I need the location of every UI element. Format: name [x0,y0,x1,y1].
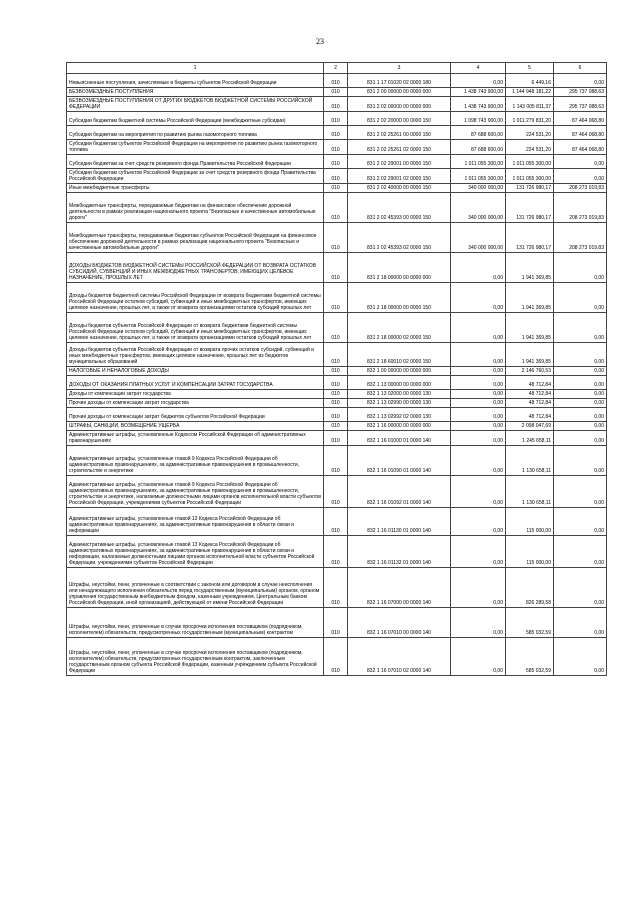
cell-code: 010 [324,608,348,638]
cell-c5: 224 531,20 [506,140,554,155]
cell-kbk: 832 1 16 07010 00 0000 140 [348,608,451,638]
table-row [67,638,607,676]
cell-c6: 0,00 [554,283,607,313]
cell-c5: 131 726 980,17 [506,193,554,223]
cell-name: ДОХОДЫ ОТ ОКАЗАНИЯ ПЛАТНЫХ УСЛУГ И КОМПЕНСАЦИИ ЗАТРАТ ГОСУДАРСТВА [67,376,324,390]
cell-c5: 115 000,00 [506,536,554,568]
cell-c4: 0,00 [451,74,506,88]
table-row [67,97,607,112]
cell-kbk: 832 1 16 01092 01 0000 140 [348,476,451,508]
cell-c4: 0,00 [451,376,506,390]
cell-c4: 0,00 [451,390,506,399]
table-row [67,431,607,446]
cell-c5: 2 098 047,69 [506,422,554,431]
cell-c4: 0,00 [451,343,506,367]
cell-c5: 1 941 369,85 [506,283,554,313]
cell-name: ШТРАФЫ, САНКЦИИ, ВОЗМЕЩЕНИЕ УЩЕРБА [67,422,324,431]
cell-c6: 0,00 [554,376,607,390]
cell-name: БЕЗВОЗМЕЗДНЫЕ ПОСТУПЛЕНИЯ ОТ ДРУГИХ БЮДЖЕТОВ БЮДЖЕТНОЙ СИСТЕМЫ РОССИЙСКОЙ ФЕДЕРАЦИИ [67,97,324,112]
cell-code: 010 [324,422,348,431]
cell-c6: 208 273 019,83 [554,184,607,193]
cell-kbk: 831 2 02 25261 00 0000 150 [348,126,451,140]
cell-code: 010 [324,390,348,399]
cell-kbk: 832 1 13 02990 00 0000 130 [348,399,451,408]
cell-c5: 131 726 980,17 [506,184,554,193]
cell-c5: 1 941 369,85 [506,253,554,283]
cell-kbk: 831 2 00 00000 00 0000 000 [348,88,451,97]
cell-c6: 87 464 068,80 [554,112,607,126]
cell-c5: 131 726 980,17 [506,223,554,253]
cell-c4: 1 438 743 900,00 [451,88,506,97]
table-row [67,476,607,508]
cell-name: НАЛОГОВЫЕ И НЕНАЛОГОВЫЕ ДОХОДЫ [67,367,324,376]
cell-kbk: 832 1 16 01132 01 0000 140 [348,536,451,568]
cell-c5: 1 941 369,85 [506,343,554,367]
cell-name: Штрафы, неустойки, пени, уплаченные в случае просрочки исполнения поставщиком (подрядчиком, исполнителем) обязательств, предусмотренных государственным (муниципальным) контрактом [67,608,324,638]
cell-code: 010 [324,367,348,376]
cell-name: Субсидии бюджетам бюджетной системы Российской Федерации (межбюджетные субсидии) [67,112,324,126]
cell-code: 010 [324,343,348,367]
table-row [67,390,607,399]
header-row [67,63,607,74]
cell-c4: 0,00 [451,408,506,422]
header-cell: 4 [451,63,506,74]
cell-c5: 585 032,59 [506,608,554,638]
cell-name: Доходы бюджетов субъектов Российской Федерации от возврата бюджетами бюджетной системы Российской Федерации остатков субсидий, субвенций и иных межбюджетных трансфертов, имеющих целевое назначение, прошлых лет, а также от возврата организациями остатков субсидий прошлых лет [67,313,324,343]
header-cell: 1 [67,63,324,74]
header-cell: 3 [348,63,451,74]
cell-code: 010 [324,446,348,476]
cell-c5: 1 245 658,11 [506,431,554,446]
cell-code: 010 [324,193,348,223]
cell-c5: 115 000,00 [506,508,554,536]
cell-name: Административные штрафы, установленные главой 9 Кодекса Российской Федерации об административных правонарушениях, за административные правонарушения в промышленности, строительстве и энергетике, налагаемые должностными лицами органов исполнительной власти субъектов Российской Федерации, учреждениями субъектов Российской Федерации [67,476,324,508]
table-row [67,367,607,376]
cell-c6: 0,00 [554,508,607,536]
cell-kbk: 832 1 16 01090 01 0000 140 [348,446,451,476]
cell-c6: 0,00 [554,74,607,88]
cell-kbk: 831 2 02 20000 00 0000 150 [348,112,451,126]
cell-code: 010 [324,253,348,283]
cell-c6: 0,00 [554,155,607,169]
cell-c4: 0,00 [451,476,506,508]
cell-c6: 0,00 [554,390,607,399]
cell-c6: 0,00 [554,169,607,184]
cell-c4: 87 688 600,00 [451,126,506,140]
cell-kbk: 832 1 13 00000 00 0000 000 [348,376,451,390]
cell-code: 010 [324,169,348,184]
cell-kbk: 832 1 13 02992 02 0000 130 [348,408,451,422]
table-row [67,313,607,343]
cell-c6: 0,00 [554,399,607,408]
table-row [67,376,607,390]
table-row [67,193,607,223]
cell-c6: 295 737 088,63 [554,97,607,112]
cell-c5: 48 712,84 [506,408,554,422]
cell-name: Штрафы, неустойки, пени, уплаченные в соответствии с законом или договором в случае неисполнения или ненадлежащего исполнения обязательств перед государственным (муниципальным) органом, органом управления государственным внебюджетным фондом, казенным учреждением, Центральным банком Российской Федерации, иной организацией, действующей от имени Российской Федерации [67,568,324,608]
cell-c5: 6 449,16 [506,74,554,88]
cell-name: Субсидии бюджетам субъектов Российской Федерации на мероприятия по развитию рынка газомоторного топлива [67,140,324,155]
cell-kbk: 831 2 02 00000 00 0000 000 [348,97,451,112]
cell-c6: 0,00 [554,408,607,422]
cell-c5: 1 143 005 811,37 [506,97,554,112]
cell-code: 010 [324,536,348,568]
cell-kbk: 832 1 00 00000 00 0000 000 [348,367,451,376]
cell-c5: 2 146 760,53 [506,367,554,376]
cell-c5: 1 144 948 181,22 [506,88,554,97]
cell-c6: 0,00 [554,608,607,638]
cell-kbk: 832 1 16 00000 00 0000 000 [348,422,451,431]
cell-kbk: 831 1 17 01020 02 0000 180 [348,74,451,88]
cell-code: 010 [324,399,348,408]
cell-kbk: 831 2 02 45393 00 0000 150 [348,193,451,223]
cell-code: 010 [324,283,348,313]
cell-c6: 0,00 [554,422,607,431]
cell-c4: 0,00 [451,431,506,446]
cell-name: Административные штрафы, установленные Кодексом Российской Федерации об административных правонарушениях [67,431,324,446]
cell-c4: 0,00 [451,399,506,408]
cell-kbk: 832 1 16 07010 02 0000 140 [348,638,451,676]
table-row [67,88,607,97]
cell-kbk: 832 1 16 07000 00 0000 140 [348,568,451,608]
cell-code: 010 [324,112,348,126]
cell-c6: 295 737 088,63 [554,88,607,97]
table-row [67,112,607,126]
table-row [67,343,607,367]
cell-c4: 0,00 [451,422,506,431]
cell-c6: 87 464 068,80 [554,140,607,155]
cell-c5: 826 289,58 [506,568,554,608]
cell-name: Административные штрафы, установленные главой 9 Кодекса Российской Федерации об административных правонарушениях, за административные правонарушения в промышленности, строительстве и энергетике [67,446,324,476]
cell-code: 010 [324,638,348,676]
cell-c6: 0,00 [554,313,607,343]
cell-code: 010 [324,431,348,446]
cell-code: 010 [324,140,348,155]
cell-name: Субсидии бюджетам субъектов Российской Федерации за счет средств резервного фонда Правительства Российской Федерации [67,169,324,184]
cell-c5: 1 130 658,11 [506,476,554,508]
cell-code: 010 [324,184,348,193]
cell-c5: 48 712,84 [506,390,554,399]
cell-c4: 0,00 [451,446,506,476]
cell-code: 010 [324,408,348,422]
header-cell: 5 [506,63,554,74]
cell-c6: 0,00 [554,367,607,376]
table-row [67,608,607,638]
cell-code: 010 [324,313,348,343]
table-row [67,155,607,169]
cell-c4: 0,00 [451,638,506,676]
table-row [67,408,607,422]
table-row [67,169,607,184]
cell-c5: 1 011 055 300,00 [506,169,554,184]
cell-name: Доходы бюджетов бюджетной системы Российской Федерации от возврата бюджетами бюджетной системы Российской Федерации остатков субсидий, субвенций и иных межбюджетных трансфертов, имеющих целевое назначение, прошлых лет, а также от возврата организациями остатков субсидий прошлых лет [67,283,324,313]
cell-kbk: 831 2 02 40000 00 0000 150 [348,184,451,193]
cell-code: 010 [324,476,348,508]
page-number: 23 [316,37,324,46]
cell-c4: 340 000 000,00 [451,184,506,193]
cell-c4: 1 011 055 300,00 [451,155,506,169]
table-row [67,253,607,283]
table-row [67,126,607,140]
cell-code: 010 [324,97,348,112]
cell-name: БЕЗВОЗМЕЗДНЫЕ ПОСТУПЛЕНИЯ [67,88,324,97]
cell-name: Доходы от компенсации затрат государства [67,390,324,399]
cell-c6: 208 273 019,83 [554,223,607,253]
cell-kbk: 831 2 18 00000 02 0000 150 [348,313,451,343]
cell-name: Иные межбюджетные трансферты [67,184,324,193]
cell-kbk: 832 1 13 02000 00 0000 130 [348,390,451,399]
cell-name: Прочие доходы от компенсации затрат государства [67,399,324,408]
cell-name: Административные штрафы, установленные главой 13 Кодекса Российской Федерации об административных правонарушениях, за административные правонарушения в области связи и информации, налагаемые должностными лицами органов исполнительной власти субъектов Российской Федерации, учреждениями субъектов Российской Федерации [67,536,324,568]
header-cell: 2 [324,63,348,74]
cell-c5: 1 011 279 831,20 [506,112,554,126]
cell-c6: 87 464 068,80 [554,126,607,140]
cell-c4: 87 688 600,00 [451,140,506,155]
cell-c4: 0,00 [451,608,506,638]
cell-c4: 0,00 [451,283,506,313]
cell-c4: 340 000 000,00 [451,193,506,223]
cell-code: 010 [324,74,348,88]
table-row [67,283,607,313]
cell-name: Субсидии бюджетам на мероприятия по развитию рынка газомоторного топлива [67,126,324,140]
cell-code: 010 [324,223,348,253]
income-table [66,62,607,676]
cell-code: 010 [324,376,348,390]
cell-c4: 340 000 000,00 [451,223,506,253]
cell-kbk: 831 2 02 29001 00 0000 150 [348,155,451,169]
table-row [67,74,607,88]
cell-name: Административные штрафы, установленные главой 13 Кодекса Российской Федерации об административных правонарушениях, за административные правонарушения в области связи и информации [67,508,324,536]
cell-c6: 0,00 [554,253,607,283]
header-cell: 6 [554,63,607,74]
cell-c5: 48 712,84 [506,376,554,390]
cell-kbk: 831 2 18 60010 02 0000 150 [348,343,451,367]
cell-c5: 48 712,84 [506,399,554,408]
cell-c4: 0,00 [451,367,506,376]
cell-c5: 224 531,20 [506,126,554,140]
cell-name: ДОХОДЫ БЮДЖЕТОВ БЮДЖЕТНОЙ СИСТЕМЫ РОССИЙСКОЙ ФЕДЕРАЦИИ ОТ ВОЗВРАТА ОСТАТКОВ СУБСИДИЙ, СУБВЕНЦИЙ И ИНЫХ МЕЖБЮДЖЕТНЫХ ТРАНСФЕРТОВ, ИМЕЮЩИХ ЦЕЛЕВОЕ НАЗНАЧЕНИЕ, ПРОШЛЫХ ЛЕТ [67,253,324,283]
cell-c4: 0,00 [451,536,506,568]
cell-kbk: 831 2 02 29001 02 0000 150 [348,169,451,184]
cell-code: 010 [324,88,348,97]
cell-name: Субсидии бюджетам за счет средств резервного фонда Правительства Российской Федерации [67,155,324,169]
table-row [67,536,607,568]
cell-name: Невыясненные поступления, зачисляемые в бюджеты субъектов Российской Федерации [67,74,324,88]
cell-c6: 0,00 [554,343,607,367]
cell-name: Прочие доходы от компенсации затрат бюджетов субъектов Российской Федерации [67,408,324,422]
cell-name: Межбюджетные трансферты, передаваемые бюджетам на финансовое обеспечение дорожной деятельности в рамках реализации национального проекта "Безопасные и качественные автомобильные дороги" [67,193,324,223]
cell-kbk: 831 2 02 45393 02 0000 150 [348,223,451,253]
cell-c5: 1 011 055 300,00 [506,155,554,169]
cell-kbk: 831 2 18 00000 00 0000 150 [348,283,451,313]
table-row [67,399,607,408]
cell-c4: 1 098 743 900,00 [451,112,506,126]
cell-c5: 1 941 369,85 [506,313,554,343]
cell-c4: 1 011 055 300,00 [451,169,506,184]
cell-kbk: 832 1 16 01000 01 0000 140 [348,431,451,446]
cell-code: 010 [324,568,348,608]
cell-c4: 0,00 [451,568,506,608]
table-row [67,223,607,253]
cell-c5: 1 130 658,11 [506,446,554,476]
cell-name: Штрафы, неустойки, пени, уплаченные в случае просрочки исполнения поставщиком (подрядчиком, исполнителем) обязательств, предусмотренных государственным контрактом, заключенным государственным органом субъекта Российской Федерации, казенным учреждением субъекта Российской Федерации [67,638,324,676]
table-row [67,568,607,608]
cell-kbk: 831 2 18 00000 00 0000 000 [348,253,451,283]
cell-c4: 1 438 743 900,00 [451,97,506,112]
cell-c6: 0,00 [554,476,607,508]
cell-c5: 585 032,59 [506,638,554,676]
table-row [67,140,607,155]
cell-c4: 0,00 [451,508,506,536]
table-row [67,446,607,476]
cell-kbk: 831 2 02 25261 02 0000 150 [348,140,451,155]
cell-c4: 0,00 [451,313,506,343]
cell-c4: 0,00 [451,253,506,283]
cell-c6: 208 273 019,83 [554,193,607,223]
cell-code: 010 [324,155,348,169]
cell-c6: 0,00 [554,568,607,608]
cell-code: 010 [324,508,348,536]
cell-c6: 0,00 [554,638,607,676]
table-row [67,184,607,193]
cell-c6: 0,00 [554,536,607,568]
cell-code: 010 [324,126,348,140]
cell-kbk: 832 1 16 01130 01 0000 140 [348,508,451,536]
cell-c6: 0,00 [554,431,607,446]
cell-name: Межбюджетные трансферты, передаваемые бюджетам субъектов Российской Федерации на финансовое обеспечение дорожной деятельности в рамках реализации национального проекта "Безопасные и качественные автомобильные дороги" [67,223,324,253]
table-row [67,422,607,431]
cell-c6: 0,00 [554,446,607,476]
table-row [67,508,607,536]
cell-name: Доходы бюджетов субъектов Российской Федерации от возврата прочих остатков субсидий, субвенций и иных межбюджетных трансфертов, имеющих целевое назначение, прошлых лет из бюджетов муниципальных образований [67,343,324,367]
